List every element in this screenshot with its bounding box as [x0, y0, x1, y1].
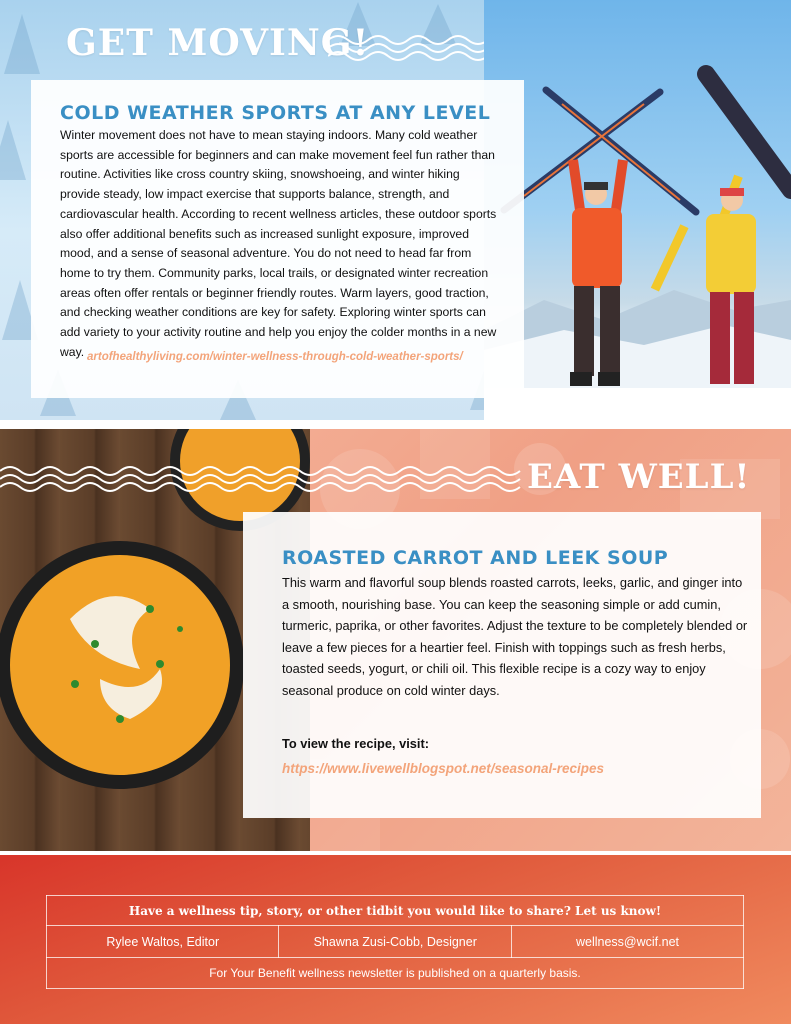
- editor-credit: Rylee Waltos, Editor: [47, 926, 279, 958]
- wave-decoration: [0, 461, 530, 495]
- publication-note: For Your Benefit wellness newsletter is published on a quarterly basis.: [47, 958, 744, 989]
- soup-recipe-card: [243, 512, 761, 818]
- designer-credit: Shawna Zusi-Cobb, Designer: [279, 926, 512, 958]
- footer-row-credits: [47, 926, 744, 958]
- footer-row-note: [47, 958, 744, 989]
- cold-weather-article-card: [31, 80, 524, 398]
- footer-section: [0, 855, 791, 1024]
- tree-decoration: [4, 14, 40, 74]
- get-moving-section: [0, 0, 791, 420]
- tree-decoration: [0, 120, 26, 180]
- eat-well-banner: EAT WELL!: [527, 457, 751, 497]
- soup-body: This warm and flavorful soup blends roasted carrots, leeks, garlic, and ginger into a smooth, nourishing base. You can keep the seasoning simple or add cumin, turmeric, paprika, or other favorites. Adjust the texture to be completely blended or leave a few pieces for a heartier feel. Finish with toppings such as fresh herbs, toasted seeds, yogurt, or chili oil. This flexible recipe is a cozy way to enjoy seasonal produce on cold winter days.: [282, 575, 748, 698]
- eat-well-section: [0, 429, 791, 851]
- recipe-label: To view the recipe, visit:: [282, 736, 429, 751]
- skiers-photo: [484, 0, 791, 420]
- share-prompt: Have a wellness tip, story, or other tidbit you would like to share? Let us know!: [47, 896, 744, 926]
- cold-weather-body: Winter movement does not have to mean staying indoors. Many cold weather sports are accessible for beginners and can make movement feel fun rather than routine. Activities like cross country skiing, snowshoeing, and winter hiking provide steady, low impact exercise that supports balance, strength, and cardiovascular health. According to recent wellness articles, these outdoor sports also offer additional benefits such as increased sunlight exposure, improved mood, and a sense of seasonal adventure. You do not need to head far from home to try them. Community parks, local trails, or designated winter recreation areas often offer rentals or beginner friendly routes. Warm layers, good traction, and checking weather conditions are key for safety. Exploring winter sports can add variety to your activity routine and help you enjoy the colder months in a new way.: [60, 128, 497, 359]
- cold-weather-source-link[interactable]: artofhealthyliving.com/winter-wellness-through-cold-weather-sports/: [87, 351, 463, 363]
- soup-heading: ROASTED CARROT AND LEEK SOUP: [282, 547, 669, 569]
- skiers-illustration: [484, 0, 791, 420]
- get-moving-banner: GET MOVING!: [66, 22, 370, 64]
- cold-weather-heading: COLD WEATHER SPORTS AT ANY LEVEL: [60, 102, 491, 124]
- recipe-link[interactable]: https://www.livewellblogspot.net/seasonal-recipes: [282, 761, 605, 776]
- footer-info-table: [46, 895, 744, 989]
- contact-email[interactable]: wellness@wcif.net: [512, 926, 744, 958]
- footer-row-share: [47, 896, 744, 926]
